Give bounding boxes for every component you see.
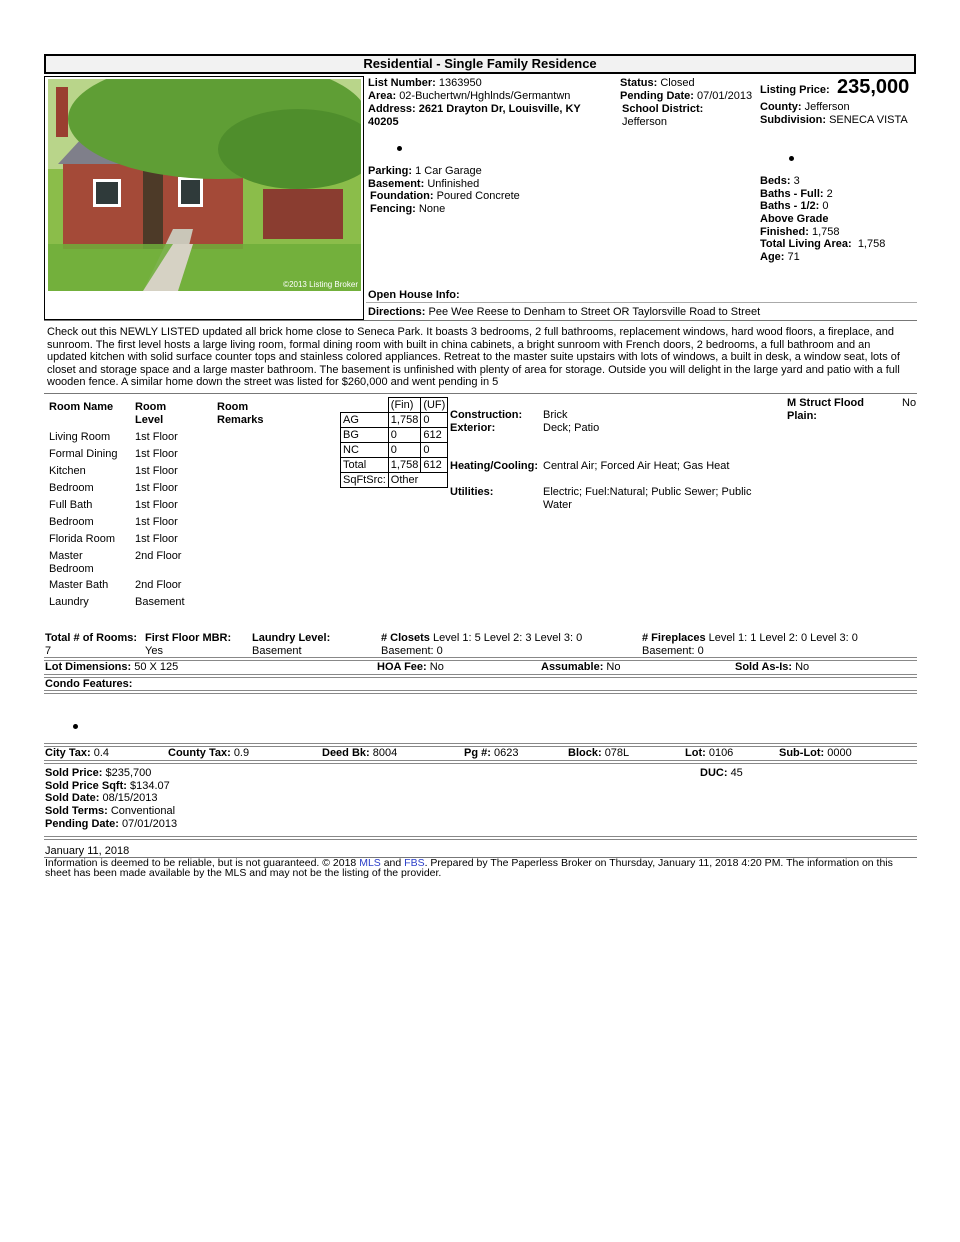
total-rooms-label: Total # of Rooms:	[45, 632, 138, 644]
sqft-fin: 1,758	[388, 458, 421, 473]
room-name: Bedroom	[49, 516, 94, 528]
basement: Basement: Unfinished	[368, 178, 480, 190]
page-number: Pg #: 0623	[464, 747, 519, 759]
sqft-row	[341, 413, 448, 428]
closets-basement: Basement: 0	[381, 645, 443, 657]
room-level: 2nd Floor	[135, 579, 182, 591]
construction-value: Brick	[543, 409, 568, 421]
deed-book: Deed Bk: 8004	[322, 747, 398, 759]
room-level: 2nd Floor	[135, 550, 182, 562]
condo-features-label: Condo Features:	[45, 678, 133, 690]
laundry-level-value: Basement	[252, 645, 302, 657]
laundry-level-label: Laundry Level:	[252, 632, 331, 644]
fireplaces-basement: Basement: 0	[642, 645, 704, 657]
heating-cooling-label: Heating/Cooling:	[450, 460, 538, 472]
room-name: Laundry	[49, 596, 89, 608]
first-floor-mbr-value: Yes	[145, 645, 163, 657]
county-tax: County Tax: 0.9	[168, 747, 250, 759]
lot-dimensions: Lot Dimensions: 50 X 125	[45, 661, 179, 673]
closets: # Closets Level 1: 5 Level 2: 3 Level 3: 0	[381, 632, 583, 644]
sqft-fin: 0	[388, 428, 421, 443]
room-name: Master Bedroom	[49, 550, 94, 575]
exterior-value: Deck; Patio	[543, 422, 600, 434]
directions: Directions: Pee Wee Reese to Denham to Street OR Taylorsville Road to Street	[368, 306, 761, 318]
sqft-row-label: BG	[341, 428, 389, 443]
sqft-row-label: NC	[341, 443, 389, 458]
divider	[44, 690, 917, 694]
mls-link[interactable]: MLS	[359, 857, 381, 869]
fireplaces: # Fireplaces Level 1: 1 Level 2: 0 Level 3: 0	[642, 632, 858, 644]
sqft-row	[341, 458, 448, 473]
bullet	[789, 156, 794, 161]
divider	[44, 320, 917, 321]
parking: Parking: 1 Car Garage	[368, 165, 482, 177]
sqft-src: Other	[388, 473, 448, 488]
property-remarks: Check out this NEWLY LISTED updated all brick home close to Seneca Park. It boasts 3 bedrooms, 2 full bathrooms, replacement windows, hard wood floors, a fireplace, and sunroom. The first level hosts a large living room, formal dining room with built in china cabinets, a bright sunroom with French doors, 2 bedrooms, a full bathroom and an updated kitchen with solid surface counter tops and stainless colored appliances. Retreat to the master suite upstairs with lots of windows, a built in desk, a window seat, lots of closet and storage space and a large master bathroom. The basement is unfinished with plenty of area for storage. Outside you will delight in the large yard and patio with a full wooden fence. A similar home down the street was listed for $260,000 and went pending in 5	[47, 326, 900, 388]
utilities-label: Utilities:	[450, 486, 494, 498]
divider	[44, 836, 917, 840]
divider	[44, 760, 917, 764]
school-district: Jefferson	[622, 116, 668, 128]
room-level: 1st Floor	[135, 448, 178, 460]
divider	[44, 674, 917, 678]
block: Block: 078L	[568, 747, 630, 759]
sold-price-sqft: Sold Price Sqft: $134.07	[45, 780, 170, 792]
sold-price: Sold Price: $235,700	[45, 767, 152, 779]
report-date: January 11, 2018	[45, 845, 130, 857]
divider	[44, 393, 917, 394]
total-living-area: Total Living Area: 1,758	[760, 238, 886, 250]
room-level: 1st Floor	[135, 465, 178, 477]
city-tax: City Tax: 0.4	[45, 747, 109, 759]
construction-label: Construction:	[450, 409, 523, 421]
sqft-table	[340, 397, 448, 488]
sqft-fin: 0	[388, 443, 421, 458]
divider	[366, 302, 917, 303]
room-name: Kitchen	[49, 465, 86, 477]
hoa-fee: HOA Fee: No	[377, 661, 444, 673]
room-name: Master Bath	[49, 579, 109, 591]
total-rooms-value: 7	[45, 645, 52, 657]
open-house-info: Open House Info:	[368, 289, 460, 301]
sqft-src-label: SqFtSrc:	[341, 473, 389, 488]
address: Address: 2621 Drayton Dr, Louisville, KY 40205	[368, 103, 581, 128]
room-name: Florida Room	[49, 533, 116, 545]
room-name: Formal Dining	[49, 448, 118, 460]
room-level: 1st Floor	[135, 482, 178, 494]
fbs-link[interactable]: FBS	[404, 857, 425, 869]
room-level: 1st Floor	[135, 499, 178, 511]
sqft-uf: 612	[421, 428, 448, 443]
property-photo[interactable]	[48, 79, 361, 291]
utilities-value: Electric; Fuel:Natural; Public Sewer; Public Water	[543, 486, 752, 511]
bullet	[397, 146, 402, 151]
room-level: 1st Floor	[135, 533, 178, 545]
fencing: Fencing: None	[370, 203, 446, 215]
beds: Beds: 3	[760, 175, 800, 187]
sqft-row	[341, 428, 448, 443]
col-header-room-remarks: Room Remarks	[217, 401, 264, 426]
area: Area: 02-Buchertwn/Hghlnds/Germantwn	[368, 90, 571, 102]
sold-date: Sold Date: 08/15/2013	[45, 792, 158, 804]
county: County: Jefferson	[760, 101, 850, 113]
flood-plain-value: No	[902, 397, 917, 409]
first-floor-mbr-label: First Floor MBR:	[145, 632, 232, 644]
age: Age: 71	[760, 251, 800, 263]
sqft-row-label: Total	[341, 458, 389, 473]
col-header-room-level: Room Level	[135, 401, 167, 426]
photo-caption: ©2013 Listing Broker	[283, 280, 358, 289]
lot: Lot: 0106	[685, 747, 734, 759]
heating-cooling-value: Central Air; Forced Air Heat; Gas Heat	[543, 460, 730, 472]
list-number: List Number: 1363950	[368, 77, 482, 89]
room-level: 1st Floor	[135, 431, 178, 443]
sqft-header-uf: (UF)	[421, 398, 448, 413]
sub-lot: Sub-Lot: 0000	[779, 747, 852, 759]
exterior-label: Exterior:	[450, 422, 496, 434]
assumable: Assumable: No	[541, 661, 621, 673]
sale-pending-date: Pending Date: 07/01/2013	[45, 818, 178, 830]
pending-date: Pending Date: 07/01/2013	[620, 90, 753, 102]
status: Status: Closed	[620, 77, 695, 89]
listing-price-label: Listing Price:	[760, 84, 830, 96]
listing-price: 235,000	[837, 76, 910, 98]
duc: DUC: 45	[700, 767, 743, 779]
bullet	[73, 724, 78, 729]
school-district-label: School District:	[622, 103, 704, 115]
room-name: Full Bath	[49, 499, 93, 511]
room-name: Living Room	[49, 431, 111, 443]
subdivision: Subdivision: SENECA VISTA	[760, 114, 908, 126]
sold-as-is: Sold As-Is: No	[735, 661, 810, 673]
foundation: Foundation: Poured Concrete	[370, 190, 520, 202]
room-name: Bedroom	[49, 482, 94, 494]
sqft-header-fin: (Fin)	[388, 398, 421, 413]
room-level: 1st Floor	[135, 516, 178, 528]
listing-type-title: Residential - Single Family Residence	[44, 54, 916, 74]
disclaimer: Information is deemed to be reliable, but is not guaranteed. © 2018 MLS and FBS. Prepared by The Paperless Broker on Thursday, January 11, 2018 4:20 PM. The information on this sheet has been made available by the MLS and may not be the listing of the provider.	[45, 857, 893, 879]
sqft-uf: 0	[421, 413, 448, 428]
sqft-row-label: AG	[341, 413, 389, 428]
sold-terms: Sold Terms: Conventional	[45, 805, 176, 817]
sqft-row	[341, 443, 448, 458]
above-grade-finished: Above Grade Finished: 1,758	[760, 213, 840, 238]
sqft-row	[341, 473, 448, 488]
col-header-room-name: Room Name	[49, 401, 114, 413]
sqft-uf: 612	[421, 458, 448, 473]
baths-full: Baths - Full: 2	[760, 188, 833, 200]
baths-half: Baths - 1/2: 0	[760, 200, 829, 212]
flood-plain-label: M Struct Flood Plain:	[787, 397, 864, 422]
room-level: Basement	[135, 596, 185, 608]
sqft-uf: 0	[421, 443, 448, 458]
photo-frame	[44, 76, 364, 320]
sqft-fin: 1,758	[388, 413, 421, 428]
